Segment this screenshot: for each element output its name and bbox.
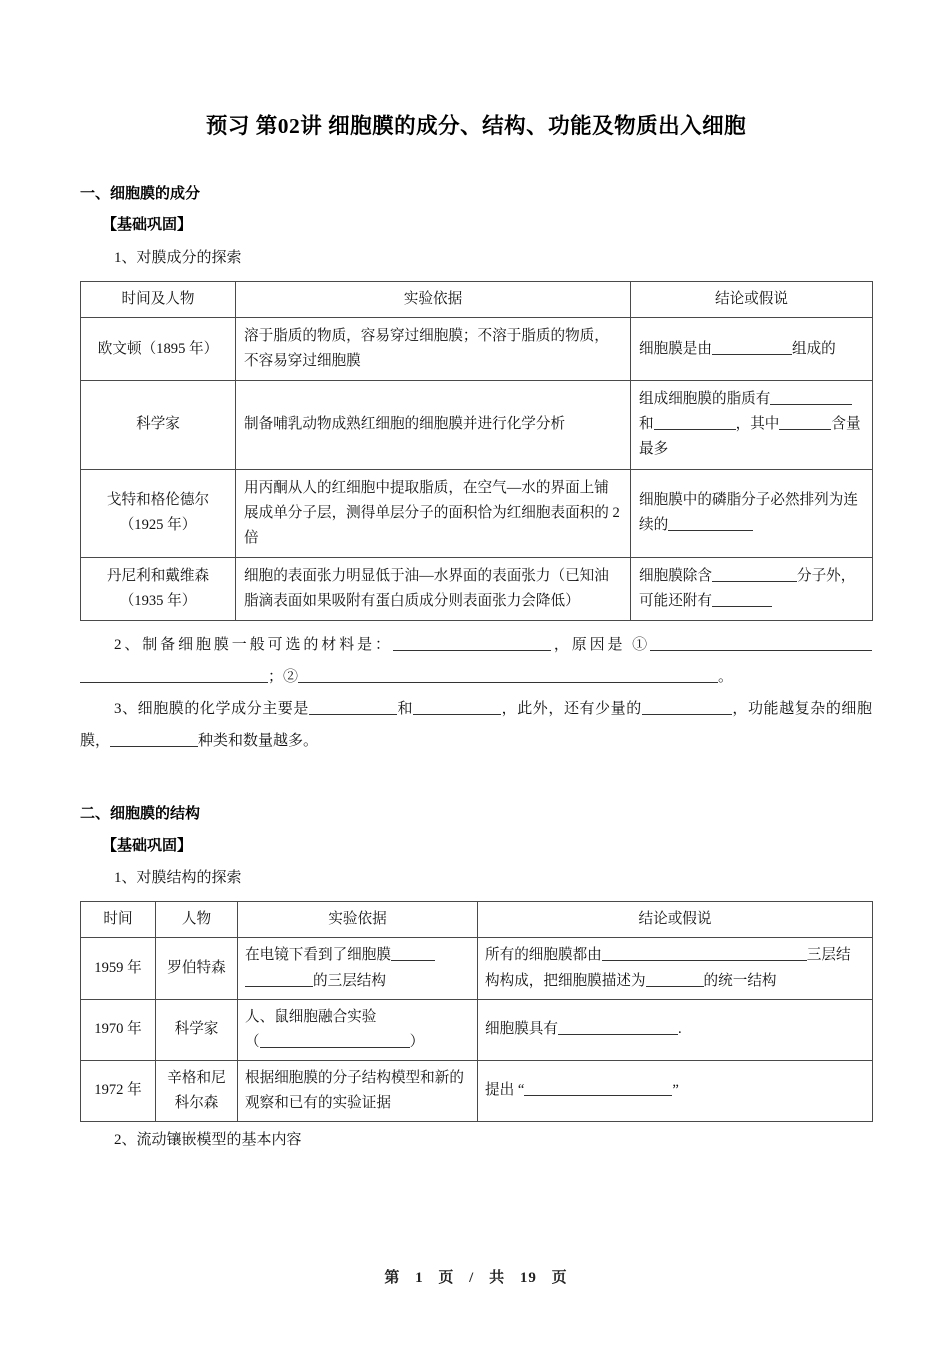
answer-blank[interactable] bbox=[650, 635, 872, 651]
table-row bbox=[81, 557, 873, 620]
table-row bbox=[81, 999, 873, 1060]
answer-blank[interactable] bbox=[110, 731, 198, 747]
table1-r2-conclusion bbox=[631, 381, 873, 469]
footer-unit-2: 页 bbox=[551, 1270, 568, 1286]
table2-r1-time: 1959 年 bbox=[81, 938, 156, 999]
answer-blank[interactable] bbox=[770, 390, 852, 406]
text-fragment: 的统一结构 bbox=[703, 972, 777, 989]
q2-mid2: ；② bbox=[268, 669, 299, 686]
section-heading-2: 二、细胞膜的结构 bbox=[80, 806, 201, 823]
text-fragment: 所有的细胞膜都由 bbox=[485, 947, 602, 964]
text-fragment: 三层结构构成，把细胞膜描述为 bbox=[485, 947, 851, 989]
text-fragment: 在电镜下看到了细胞膜 bbox=[245, 947, 391, 964]
table2-col-header-person: 人物 bbox=[156, 902, 238, 938]
footer-separator: / bbox=[469, 1270, 475, 1286]
answer-blank[interactable] bbox=[712, 339, 792, 355]
q2-end: 。 bbox=[718, 669, 734, 686]
answer-blank[interactable] bbox=[413, 699, 501, 715]
section2-item2-label: 2、流动镶嵌模型的基本内容 bbox=[114, 1132, 302, 1148]
answer-blank[interactable] bbox=[524, 1081, 672, 1097]
q2-mid1: ，原因是 ① bbox=[550, 636, 650, 653]
answer-blank[interactable] bbox=[642, 699, 732, 715]
text-fragment: 细胞膜具有 bbox=[485, 1021, 558, 1038]
table1-r3-evidence: 用丙酮从人的红细胞中提取脂质，在空气—水的界面上铺展成单分子层，测得单层分子的面积恰为红细胞表面积的 2 倍 bbox=[236, 469, 631, 557]
q3-e: 种类和数量越多。 bbox=[198, 733, 319, 750]
text-fragment: 细胞膜中的磷脂分子必然排列为连续的 bbox=[639, 492, 858, 534]
answer-blank[interactable] bbox=[654, 415, 736, 431]
text-fragment: 含量最多 bbox=[639, 416, 861, 458]
text-fragment: 细胞膜是由 bbox=[639, 340, 712, 357]
section1-item1-label: 1、对膜成分的探索 bbox=[114, 249, 242, 266]
table2-col-header-conclusion: 结论或假说 bbox=[478, 902, 873, 938]
answer-blank[interactable] bbox=[245, 971, 313, 987]
q3-a: 3、细胞膜的化学成分主要是 bbox=[114, 701, 309, 718]
membrane-components-table bbox=[80, 281, 873, 621]
table2-r2-conclusion bbox=[478, 999, 873, 1060]
answer-blank[interactable] bbox=[298, 667, 718, 683]
text-fragment: ，其中 bbox=[735, 416, 780, 433]
answer-blank[interactable] bbox=[260, 1032, 410, 1048]
page-title: 预习 第02讲 细胞膜的成分、结构、功能及物质出入细胞 bbox=[205, 114, 747, 138]
table-header-row bbox=[81, 902, 873, 938]
q3-b: 和 bbox=[396, 701, 414, 718]
table2-r2-person: 科学家 bbox=[156, 999, 238, 1060]
table1-r1-conclusion bbox=[631, 318, 873, 381]
table1-r1-evidence: 溶于脂质的物质，容易穿过细胞膜；不溶于脂质的物质，不容易穿过细胞膜 bbox=[236, 318, 631, 381]
answer-blank[interactable] bbox=[309, 699, 397, 715]
section-heading-1: 一、细胞膜的成分 bbox=[80, 185, 201, 202]
table2-r2-evidence bbox=[238, 999, 478, 1060]
table-row bbox=[81, 318, 873, 381]
table1-col-header-evidence: 实验依据 bbox=[236, 281, 631, 317]
question-2 bbox=[80, 629, 872, 693]
table-row bbox=[81, 1060, 873, 1121]
text-fragment: . bbox=[677, 1021, 682, 1038]
answer-blank[interactable] bbox=[391, 946, 435, 962]
membrane-structure-table bbox=[80, 901, 873, 1122]
table2-r3-conclusion bbox=[478, 1060, 873, 1121]
text-fragment: 人、鼠细胞融合实验 bbox=[245, 1008, 377, 1025]
table1-r3-conclusion bbox=[631, 469, 873, 557]
answer-blank[interactable] bbox=[646, 971, 704, 987]
table1-r3-person: 戈特和格伦德尔（1925 年） bbox=[81, 469, 236, 557]
table2-r2-time: 1970 年 bbox=[81, 999, 156, 1060]
table1-r2-person: 科学家 bbox=[81, 381, 236, 469]
section2-subheading: 【基础巩固】 bbox=[102, 837, 193, 854]
text-fragment: 的三层结构 bbox=[313, 972, 386, 989]
footer-page-number: 1 bbox=[415, 1270, 424, 1286]
table-row bbox=[81, 381, 873, 469]
answer-blank[interactable] bbox=[712, 566, 797, 582]
table1-r1-person: 欧文顿（1895 年） bbox=[81, 318, 236, 381]
table2-r3-time: 1972 年 bbox=[81, 1060, 156, 1121]
section1-subheading: 【基础巩固】 bbox=[102, 217, 193, 234]
page-footer bbox=[0, 1266, 952, 1287]
table1-r2-evidence: 制备哺乳动物成熟红细胞的细胞膜并进行化学分析 bbox=[236, 381, 631, 469]
table1-col-header-conclusion: 结论或假说 bbox=[631, 281, 873, 317]
footer-prefix: 第 bbox=[384, 1270, 401, 1286]
text-fragment: （ bbox=[245, 1033, 260, 1050]
table1-col-header-person: 时间及人物 bbox=[81, 281, 236, 317]
answer-blank[interactable] bbox=[602, 946, 807, 962]
section2-item1-label: 1、对膜结构的探索 bbox=[114, 870, 242, 887]
question-3 bbox=[80, 693, 872, 757]
spacer bbox=[80, 141, 872, 156]
table1-r4-evidence: 细胞的表面张力明显低于油—水界面的表面张力（已知油脂滴表面如果吸附有蛋白质成分则表面张力会降低） bbox=[236, 557, 631, 620]
footer-total-pages: 19 bbox=[519, 1270, 537, 1286]
text-fragment: 和 bbox=[639, 416, 654, 433]
answer-blank[interactable] bbox=[712, 591, 772, 607]
answer-blank[interactable] bbox=[80, 667, 268, 683]
footer-total-label: 共 bbox=[489, 1270, 506, 1286]
answer-blank[interactable] bbox=[393, 635, 551, 651]
q2-lead: 2、制备细胞膜一般可选的材料是： bbox=[114, 636, 393, 653]
text-fragment: ” bbox=[672, 1082, 679, 1099]
table1-r4-conclusion bbox=[631, 557, 873, 620]
answer-blank[interactable] bbox=[668, 516, 753, 532]
text-fragment: 提出 “ bbox=[485, 1082, 525, 1099]
text-fragment: 组成细胞膜的脂质有 bbox=[639, 391, 771, 408]
text-fragment: ） bbox=[409, 1033, 425, 1050]
table2-r3-evidence: 根据细胞膜的分子结构模型和新的观察和已有的实验证据 bbox=[238, 1060, 478, 1121]
q3-d: ，功能越复杂的细胞膜， bbox=[80, 701, 872, 750]
text-fragment: 分子外，可能还附有 bbox=[639, 567, 856, 609]
table2-col-header-evidence: 实验依据 bbox=[238, 902, 478, 938]
answer-blank[interactable] bbox=[779, 415, 831, 431]
table2-r1-conclusion bbox=[478, 938, 873, 999]
table2-col-header-time: 时间 bbox=[81, 902, 156, 938]
footer-unit: 页 bbox=[438, 1270, 455, 1286]
text-fragment: 组成的 bbox=[791, 340, 836, 357]
table-header-row bbox=[81, 281, 873, 317]
table1-r4-person: 丹尼利和戴维森（1935 年） bbox=[81, 557, 236, 620]
text-fragment: 细胞膜除含 bbox=[639, 567, 712, 584]
table2-r1-evidence bbox=[238, 938, 478, 999]
table2-r1-person: 罗伯特森 bbox=[156, 938, 238, 999]
answer-blank[interactable] bbox=[558, 1020, 678, 1036]
table-row bbox=[81, 938, 873, 999]
table2-r3-person: 辛格和尼科尔森 bbox=[156, 1060, 238, 1121]
table-row bbox=[81, 469, 873, 557]
q3-c: ，此外，还有少量的 bbox=[501, 701, 642, 718]
